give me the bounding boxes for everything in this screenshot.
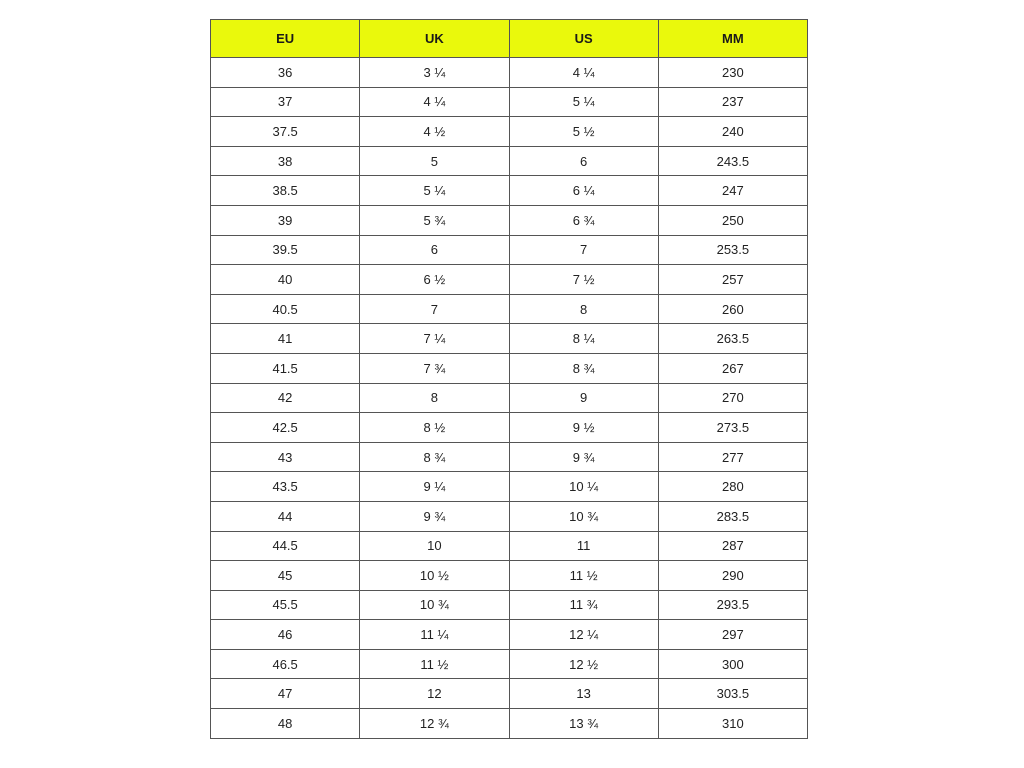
cell-us: 6 bbox=[509, 146, 658, 176]
cell-mm: 257 bbox=[658, 265, 807, 295]
table-body bbox=[211, 58, 808, 739]
cell-us: 11 ½ bbox=[509, 561, 658, 591]
table-row bbox=[211, 205, 808, 235]
cell-mm: 287 bbox=[658, 531, 807, 561]
cell-us: 12 ¼ bbox=[509, 620, 658, 650]
cell-uk: 5 ¾ bbox=[360, 205, 509, 235]
cell-us: 8 ¼ bbox=[509, 324, 658, 354]
cell-uk: 9 ¾ bbox=[360, 501, 509, 531]
header-us: US bbox=[509, 20, 658, 58]
cell-uk: 11 ¼ bbox=[360, 620, 509, 650]
cell-mm: 300 bbox=[658, 649, 807, 679]
table-row bbox=[211, 561, 808, 591]
cell-eu: 39 bbox=[211, 205, 360, 235]
cell-uk: 8 ½ bbox=[360, 413, 509, 443]
cell-us: 11 bbox=[509, 531, 658, 561]
table-row bbox=[211, 531, 808, 561]
cell-uk: 4 ½ bbox=[360, 117, 509, 147]
cell-uk: 12 ¾ bbox=[360, 709, 509, 739]
cell-uk: 8 ¾ bbox=[360, 442, 509, 472]
cell-eu: 41 bbox=[211, 324, 360, 354]
shoe-size-table bbox=[210, 19, 808, 739]
cell-uk: 3 ¼ bbox=[360, 58, 509, 88]
cell-us: 12 ½ bbox=[509, 649, 658, 679]
cell-mm: 277 bbox=[658, 442, 807, 472]
table-row bbox=[211, 679, 808, 709]
cell-mm: 253.5 bbox=[658, 235, 807, 265]
table-row bbox=[211, 294, 808, 324]
cell-uk: 5 bbox=[360, 146, 509, 176]
table-header bbox=[211, 20, 808, 58]
header-eu: EU bbox=[211, 20, 360, 58]
cell-us: 4 ¼ bbox=[509, 58, 658, 88]
table-row bbox=[211, 235, 808, 265]
cell-eu: 39.5 bbox=[211, 235, 360, 265]
cell-uk: 4 ¼ bbox=[360, 87, 509, 117]
cell-eu: 37 bbox=[211, 87, 360, 117]
cell-eu: 46.5 bbox=[211, 649, 360, 679]
table-row bbox=[211, 117, 808, 147]
cell-eu: 42 bbox=[211, 383, 360, 413]
cell-uk: 6 ½ bbox=[360, 265, 509, 295]
cell-eu: 40 bbox=[211, 265, 360, 295]
cell-uk: 5 ¼ bbox=[360, 176, 509, 206]
cell-uk: 9 ¼ bbox=[360, 472, 509, 502]
table-row bbox=[211, 590, 808, 620]
cell-mm: 247 bbox=[658, 176, 807, 206]
cell-us: 8 bbox=[509, 294, 658, 324]
cell-us: 8 ¾ bbox=[509, 353, 658, 383]
cell-mm: 293.5 bbox=[658, 590, 807, 620]
cell-mm: 297 bbox=[658, 620, 807, 650]
cell-us: 13 ¾ bbox=[509, 709, 658, 739]
table-row bbox=[211, 383, 808, 413]
cell-eu: 40.5 bbox=[211, 294, 360, 324]
cell-eu: 37.5 bbox=[211, 117, 360, 147]
cell-uk: 7 bbox=[360, 294, 509, 324]
table-row bbox=[211, 353, 808, 383]
cell-uk: 11 ½ bbox=[360, 649, 509, 679]
cell-uk: 12 bbox=[360, 679, 509, 709]
cell-uk: 7 ¾ bbox=[360, 353, 509, 383]
cell-eu: 47 bbox=[211, 679, 360, 709]
cell-us: 5 ½ bbox=[509, 117, 658, 147]
table-row bbox=[211, 413, 808, 443]
size-chart-container bbox=[210, 19, 808, 739]
cell-mm: 303.5 bbox=[658, 679, 807, 709]
cell-mm: 270 bbox=[658, 383, 807, 413]
cell-mm: 267 bbox=[658, 353, 807, 383]
cell-uk: 10 bbox=[360, 531, 509, 561]
cell-eu: 45.5 bbox=[211, 590, 360, 620]
cell-us: 9 ½ bbox=[509, 413, 658, 443]
table-row bbox=[211, 620, 808, 650]
cell-mm: 240 bbox=[658, 117, 807, 147]
cell-mm: 273.5 bbox=[658, 413, 807, 443]
table-row bbox=[211, 649, 808, 679]
cell-uk: 8 bbox=[360, 383, 509, 413]
cell-us: 6 ¼ bbox=[509, 176, 658, 206]
cell-mm: 230 bbox=[658, 58, 807, 88]
table-row bbox=[211, 324, 808, 354]
cell-eu: 48 bbox=[211, 709, 360, 739]
table-row bbox=[211, 58, 808, 88]
cell-us: 10 ¼ bbox=[509, 472, 658, 502]
cell-eu: 42.5 bbox=[211, 413, 360, 443]
cell-eu: 36 bbox=[211, 58, 360, 88]
table-row bbox=[211, 709, 808, 739]
cell-mm: 237 bbox=[658, 87, 807, 117]
cell-mm: 260 bbox=[658, 294, 807, 324]
cell-mm: 243.5 bbox=[658, 146, 807, 176]
cell-uk: 10 ½ bbox=[360, 561, 509, 591]
cell-eu: 41.5 bbox=[211, 353, 360, 383]
cell-eu: 43 bbox=[211, 442, 360, 472]
cell-mm: 310 bbox=[658, 709, 807, 739]
cell-us: 7 ½ bbox=[509, 265, 658, 295]
cell-eu: 44.5 bbox=[211, 531, 360, 561]
cell-eu: 38 bbox=[211, 146, 360, 176]
header-mm: MM bbox=[658, 20, 807, 58]
cell-mm: 250 bbox=[658, 205, 807, 235]
cell-eu: 46 bbox=[211, 620, 360, 650]
table-row bbox=[211, 501, 808, 531]
cell-us: 13 bbox=[509, 679, 658, 709]
cell-uk: 6 bbox=[360, 235, 509, 265]
cell-mm: 280 bbox=[658, 472, 807, 502]
table-row bbox=[211, 472, 808, 502]
cell-uk: 7 ¼ bbox=[360, 324, 509, 354]
cell-mm: 283.5 bbox=[658, 501, 807, 531]
cell-eu: 38.5 bbox=[211, 176, 360, 206]
cell-us: 7 bbox=[509, 235, 658, 265]
cell-eu: 45 bbox=[211, 561, 360, 591]
cell-mm: 263.5 bbox=[658, 324, 807, 354]
cell-us: 9 ¾ bbox=[509, 442, 658, 472]
table-row bbox=[211, 87, 808, 117]
cell-us: 11 ¾ bbox=[509, 590, 658, 620]
cell-eu: 44 bbox=[211, 501, 360, 531]
table-row bbox=[211, 442, 808, 472]
cell-us: 5 ¼ bbox=[509, 87, 658, 117]
cell-uk: 10 ¾ bbox=[360, 590, 509, 620]
table-row bbox=[211, 265, 808, 295]
table-row bbox=[211, 176, 808, 206]
cell-us: 10 ¾ bbox=[509, 501, 658, 531]
cell-eu: 43.5 bbox=[211, 472, 360, 502]
table-row bbox=[211, 146, 808, 176]
header-uk: UK bbox=[360, 20, 509, 58]
cell-us: 9 bbox=[509, 383, 658, 413]
header-row bbox=[211, 20, 808, 58]
cell-us: 6 ¾ bbox=[509, 205, 658, 235]
cell-mm: 290 bbox=[658, 561, 807, 591]
